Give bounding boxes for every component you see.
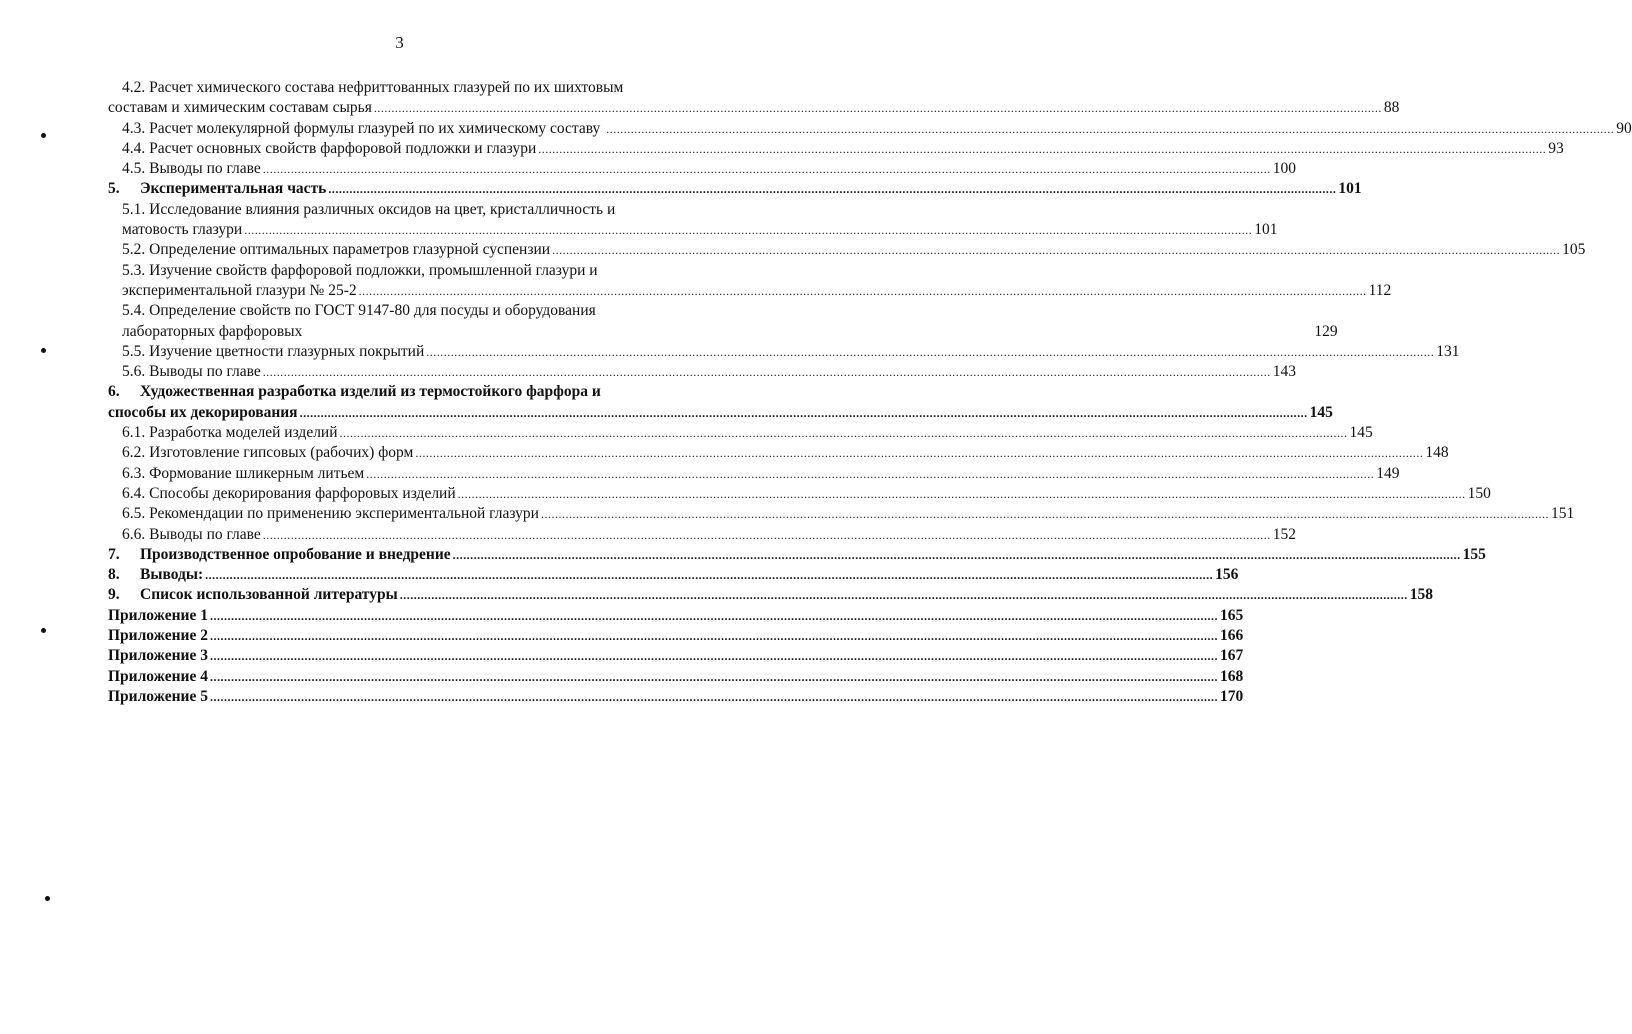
toc-entry-text: 5.3. Изучение свойств фарфоровой подложки, промышленной глазури и [122,261,598,279]
toc-entry-6-1[interactable] [108,423,1373,443]
toc-page-number: 155 [1462,545,1486,563]
toc-page-number: 145 [1349,424,1373,442]
toc-entry-5-5[interactable] [108,342,1460,362]
toc-entry-6-3[interactable] [108,464,1400,484]
dot-leader [541,504,1549,524]
toc-entry-text: 4.5. Выводы по главе [122,160,261,178]
toc-entry-appendix-3[interactable] [108,646,1244,666]
toc-entry-5-6[interactable] [108,362,1297,382]
toc-entry-text: способы их декорирования [108,403,298,421]
dot-leader [210,667,1218,687]
toc-entry-text: составам и химическим составам сырья [108,99,372,117]
toc-entry-text: 5.5. Изучение цветности глазурных покрытий [122,342,425,360]
toc-page-number: 150 [1467,484,1491,502]
toc-entry-text: Приложение 4 [108,667,208,685]
toc-entry-text: экспериментальной глазури № 25-2 [122,281,357,299]
toc-entry-text: 4.2. Расчет химического состава нефриттованных глазурей по их шихтовым [122,79,624,96]
toc-entry-number: 8. [108,566,120,584]
toc-entry-4-4[interactable] [108,139,1564,159]
toc-page-number: 148 [1425,444,1449,462]
toc-page-number: 167 [1219,647,1244,665]
dot-leader [359,281,1367,301]
toc-entry-5[interactable] [108,179,1362,199]
dot-leader [415,443,1423,463]
toc-entry-text: 5.4. Определение свойств по ГОСТ 9147-80 для посуды и оборудования [122,302,596,320]
toc-entry-6-2[interactable] [108,443,1449,463]
toc-page-number: 168 [1219,667,1244,685]
dot-leader [328,179,1336,199]
toc-page-number: 100 [1272,160,1297,178]
dot-leader [210,646,1218,666]
dot-leader [263,362,1271,382]
toc-page-number: 101 [1254,221,1278,239]
dot-leader [426,342,1434,362]
toc-entry-title: Выводы: [140,566,204,584]
toc-entry-title: Список использованной литературы [140,586,398,604]
toc-entry-6-5[interactable] [108,504,1575,524]
toc-page-number: 149 [1376,464,1400,482]
toc-entry-text: 6.4. Способы декорирования фарфоровых изделий [122,484,456,502]
page-number: 3 [395,33,404,52]
toc-entry-text: Приложение 2 [108,627,208,645]
dot-leader [552,240,1560,260]
toc-entry-text: Приложение 5 [108,687,208,705]
toc-entry-text: 5.6. Выводы по главе [122,363,261,381]
dot-leader [263,159,1271,179]
toc-page-number: 152 [1272,525,1297,543]
toc-entry-9[interactable] [108,585,1433,605]
toc-entry-appendix-2[interactable] [108,626,1244,646]
toc-entry-text [108,382,700,402]
toc-entry-text: 6.5. Рекомендации по применению экспериментальной глазури [122,505,539,523]
binder-hole-mark [41,628,46,633]
toc-entry-4-5[interactable] [108,159,1297,179]
toc-page-number: 90 [1616,119,1632,137]
toc-entry-5-3[interactable] [108,261,1392,302]
dot-leader [538,139,1546,159]
dot-leader [205,565,1213,585]
toc-entry-text: 4.4. Расчет основных свойств фарфоровой подложки и глазури [122,139,537,157]
toc-entry-7[interactable] [108,545,1486,565]
binder-hole-mark [45,896,50,901]
toc-entry-text: Приложение 3 [108,647,208,665]
toc-entry-title: Производственное опробование и внедрение [140,545,451,563]
toc-entry-6[interactable] [108,382,1333,423]
toc-entry-text: 5.1. Исследование влияния различных оксидов на цвет, кристалличность и [122,200,616,218]
toc-entry-4-3[interactable] [108,119,1632,139]
toc-entry-number: 5. [108,180,120,198]
toc-entry-appendix-4[interactable] [108,667,1244,687]
toc-page-number: 112 [1368,281,1392,299]
toc-entry-appendix-1[interactable] [108,606,1244,626]
dot-leader [210,606,1218,626]
toc-entry-text: 6.3. Формование шликерным литьем [122,464,365,482]
toc-page-number: 151 [1550,505,1575,523]
table-of-contents [108,78,1632,707]
toc-page-number: 166 [1219,627,1244,645]
toc-entry-4-2[interactable] [108,78,1400,119]
toc-entry-text: Приложение 1 [108,606,208,624]
toc-entry-text: 4.3. Расчет молекулярной формулы глазурей по их химическому составу [122,119,601,137]
dot-leader [453,545,1461,565]
toc-entry-text [108,585,398,605]
toc-entry-6-6[interactable] [108,525,1297,545]
toc-page-number: 105 [1562,241,1586,259]
dot-leader [374,98,1382,118]
toc-page-number: 158 [1409,586,1433,604]
toc-entry-8[interactable] [108,565,1239,585]
toc-entry-text [108,565,203,585]
toc-entry-5-2[interactable] [108,240,1586,260]
toc-entry-text: 5.2. Определение оптимальных параметров глазурной суспензии [122,241,551,259]
toc-page-number: 101 [1338,180,1362,198]
toc-page-number: 156 [1215,566,1239,584]
toc-entry-text [108,179,326,199]
toc-page-number: 165 [1219,606,1244,624]
dot-leader [263,525,1271,545]
toc-entry-6-4[interactable] [108,484,1491,504]
toc-entry-number: 9. [108,586,120,604]
dot-leader [340,423,1348,443]
toc-page-number: 93 [1548,139,1564,157]
toc-entry-5-1[interactable] [108,200,1278,241]
toc-entry-text: 6.2. Изготовление гипсовых (рабочих) форм [122,444,414,462]
toc-entry-number: 6. [108,383,120,401]
dot-leader [210,626,1218,646]
dot-leader [300,403,1308,423]
dot-leader [244,220,1252,240]
dot-leader [458,484,1466,504]
toc-page-number: 170 [1219,687,1244,705]
toc-page-number: 145 [1309,403,1333,421]
toc-entry-text: 6.1. Разработка моделей изделий [122,424,338,442]
toc-entry-appendix-5[interactable] [108,687,1244,707]
toc-entry-text [108,545,451,565]
dot-leader [210,687,1218,707]
binder-hole-mark [41,133,46,138]
toc-entry-text: матовость глазури [122,221,243,239]
toc-entry-number: 7. [108,545,120,563]
toc-entry-text: лабораторных фарфоровых [122,322,303,340]
toc-page-number: 143 [1272,363,1297,381]
toc-entry-title: Экспериментальная часть [140,180,327,198]
binder-hole-mark [41,348,46,353]
toc-entry-title: Художественная разработка изделий из термостойкого фарфора и [140,383,601,401]
dot-leader [606,119,1614,139]
toc-page-number: 131 [1436,342,1460,360]
toc-page-number: 129 [1314,322,1338,340]
dot-leader [400,585,1408,605]
toc-entry-5-4[interactable] [108,301,1338,342]
toc-entry-text: 6.6. Выводы по главе [122,525,261,543]
toc-page-number: 88 [1383,99,1400,117]
dot-leader [366,464,1374,484]
